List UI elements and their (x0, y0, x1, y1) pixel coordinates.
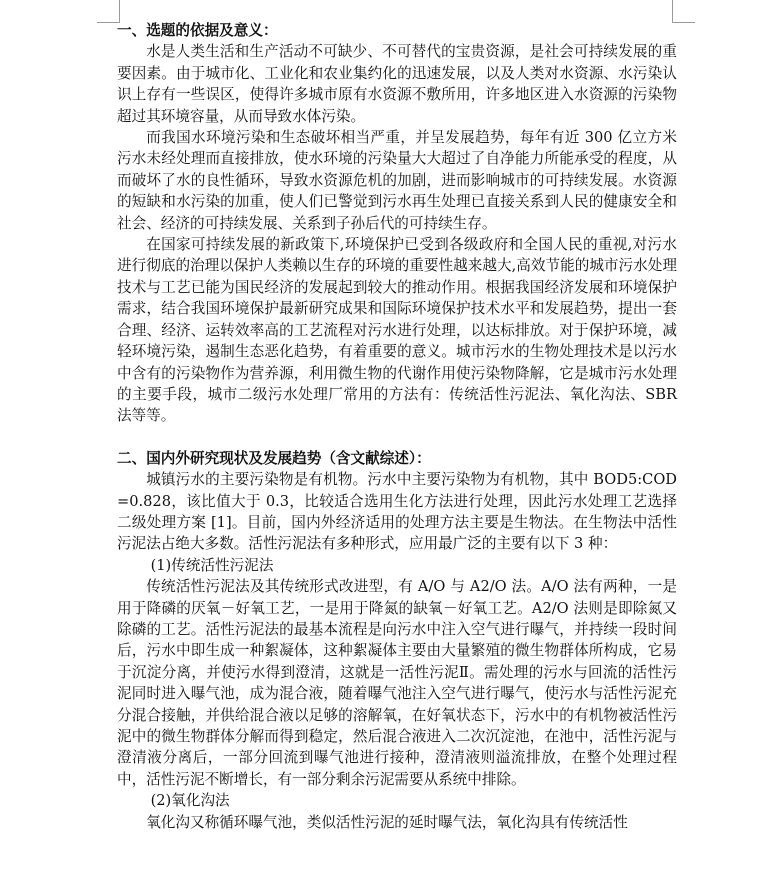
section2-intro-paragraph: 城镇污水的主要污染物是有机物。污水中主要污染物为有机物，其中 BOD5:COD=0.828，该比值大于 0.3，比较适合选用生化方法进行处理，因此污水处理工艺选择二级处理方案 [1]。目前，国内外经济适用的处理方法主要是生物法。在生物法中活性污泥法占绝大多数。活性污泥法有多种形式，应用最广泛的主要有以下 3 种： (117, 471, 677, 553)
section1-paragraph-1: 水是人类生活和生产活动不可缺少、不可替代的宝贵资源，是社会可持续发展的重要因素。由于城市化、工业化和农业集约化的迅速发展，以及人类对水资源、水污染认识上存有一些误区，使得许多城市原有水资源不敷所用，许多地区进入水资源的污染物超过其环境容量，从而导致水体污染。 (117, 43, 677, 125)
section1-paragraph-3: 在国家可持续发展的新政策下,环境保护已受到各级政府和全国人民的重视,对污水进行彻底的治理以保护人类赖以生存的环境的重要性越来越大,高效节能的城市污水处理技术与工艺已能为国民经济的发展起到较大的推动作用。根据我国经济发展和环境保护需求，结合我国环境保护最新研究成果和国际环境保护技术水平和发展趋势，提出一套合理、经济、运转效率高的工艺流程对污水进行处理，以达标排放。对于保护环境，减轻环境污染，遏制生态恶化趋势，有着重要的意义。城市污水的生物处理技术是以污水中含有的污染物作为营养源，利用微生物的代谢作用使污染物降解，它是城市污水处理的主要手段，城市二级污水处理厂常用的方法有：传统活性污泥法、氧化沟法、SBR 法等等。 (117, 236, 677, 425)
subsection2-body: 氧化沟又称循环曝气池，类似活性污泥的延时曝气法，氧化沟具有传统活性 (146, 813, 628, 831)
subsection2-title: (2)氧化沟法 (150, 792, 230, 810)
section1-paragraph-2: 而我国水环境污染和生态破坏相当严重，并呈发展趋势，每年有近 300 亿立方米污水未经处理而直接排放，使水环境的污染量大大超过了自净能力所能承受的程度，从而破坏了水的良性循环，导致水资源危机的加剧，进而影响城市的可持续发展。水资源的短缺和水污染的加重，使人们已警觉到污水再生处理已直接关系到人民的健康安全和社会、经济的可持续发展、关系到子孙后代的可持续生存。 (117, 129, 677, 232)
section-spacer (117, 427, 677, 448)
document-body (117, 20, 677, 833)
subsection1-body: 传统活性污泥法及其传统形式改进型，有 A/O 与 A2/O 法。A/O 法有两种，一是用于降磷的厌氧－好氧工艺，一是用于降氮的缺氧－好氧工艺。A2/O 法则是即除氮又除磷的工艺。活性污泥法的最基本流程是向污水中注入空气进行曝气，并持续一段时间后，污水中即生成一种絮凝体，这种絮凝体主要由大量繁殖的微生物群体所构成，它易于沉淀分离，并使污水得到澄清，这就是一活性污泥Ⅱ。需处理的污水与回流的活性污泥同时进入曝气池，成为混合液，随着曝气池注入空气进行曝气，使污水与活性污泥充分混合接触，并供给混合液以足够的溶解氧，在好氧状态下，污水中的有机物被活性污泥中的微生物群体分解而得到稳定，然后混合液进入二次沉淀池，在池中，活性污泥与澄清液分离后，一部分回流到曝气池进行接种，澄清液则溢流排放，在整个处理过程中，活性污泥不断增长，有一部分剩余污泥需要从系统中排除。 (117, 578, 677, 788)
subsection1-title: (1)传统活性污泥法 (150, 556, 274, 574)
section2-heading: 二、国内外研究现状及发展趋势（含文献综述）： (117, 449, 431, 467)
section1-heading: 一、选题的依据及意义： (117, 22, 278, 39)
